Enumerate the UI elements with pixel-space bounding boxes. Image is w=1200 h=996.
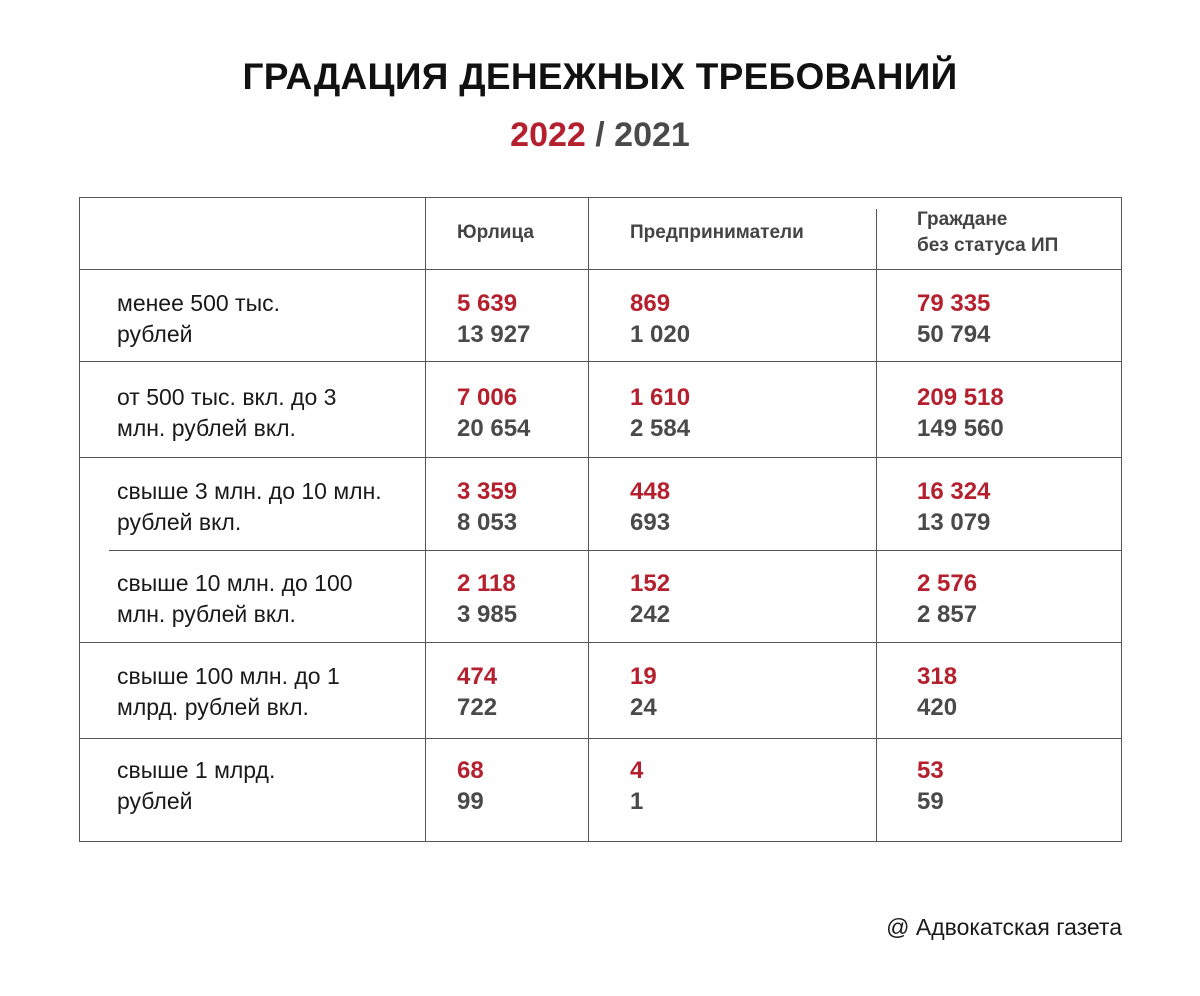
value-cell: [917, 755, 944, 817]
value-2022: 19: [630, 663, 657, 690]
value-2022: 7 006: [457, 384, 518, 411]
value-cell: [917, 568, 977, 630]
column-separator: [876, 209, 877, 842]
row-separator: [79, 457, 1122, 458]
table-border-top: [79, 197, 1122, 198]
source-credit: @ Адвокатская газета: [886, 914, 1122, 940]
row-separator: [79, 361, 1122, 362]
column-header-line: без статуса ИП: [917, 235, 1059, 256]
value-2022: 3 359: [457, 478, 518, 505]
column-separator: [588, 197, 589, 842]
column-header-line: Граждане: [917, 209, 1008, 230]
column-header: [917, 207, 1058, 259]
value-2021: 693: [630, 509, 671, 536]
column-header: [457, 220, 534, 246]
value-cell: [630, 661, 657, 723]
value-2022: 318: [917, 663, 958, 690]
value-2021: 99: [457, 788, 484, 815]
value-2022: 16 324: [917, 478, 991, 505]
value-2021: 2 584: [630, 415, 691, 442]
current-year-label: 2022: [510, 116, 586, 154]
row-label-line: свыше 10 млн. до 100: [117, 570, 353, 596]
table-border-right: [1121, 197, 1122, 842]
previous-year-label: 2021: [614, 116, 690, 154]
value-2022: 474: [457, 663, 498, 690]
header-separator: [79, 269, 1122, 270]
value-2022: 2 118: [457, 570, 516, 597]
value-cell: [630, 382, 690, 444]
value-2022: 1 610: [630, 384, 691, 411]
column-separator: [425, 197, 426, 842]
requirements-table: [79, 197, 1122, 842]
row-label-line: свыше 100 млн. до 1: [117, 663, 340, 689]
row-label: [117, 755, 275, 817]
row-label-line: млн. рублей вкл.: [117, 415, 296, 441]
value-2021: 59: [917, 788, 944, 815]
value-2022: 152: [630, 570, 671, 597]
column-header-line: Юрлица: [457, 222, 534, 243]
value-cell: [457, 476, 517, 538]
value-cell: [917, 288, 990, 350]
value-2022: 448: [630, 478, 671, 505]
value-2021: 1 020: [630, 321, 691, 348]
value-cell: [457, 382, 530, 444]
row-label-line: млн. рублей вкл.: [117, 601, 296, 627]
value-cell: [917, 476, 990, 538]
row-label-line: рублей: [117, 788, 193, 814]
value-2021: 3 985: [457, 601, 518, 628]
row-label-line: рублей: [117, 321, 193, 347]
value-cell: [457, 288, 530, 350]
page-title: ГРАДАЦИЯ ДЕНЕЖНЫХ ТРЕБОВАНИЙ: [242, 56, 958, 97]
row-label-line: свыше 1 млрд.: [117, 757, 276, 783]
value-2022: 68: [457, 757, 484, 784]
value-cell: [630, 288, 690, 350]
value-2021: 13 079: [917, 509, 991, 536]
value-2022: 2 576: [917, 570, 978, 597]
value-2021: 1: [630, 788, 644, 815]
row-separator: [109, 550, 1122, 551]
value-2022: 53: [917, 757, 944, 784]
row-label-line: от 500 тыс. вкл. до 3: [117, 384, 337, 410]
row-separator: [79, 738, 1122, 739]
value-cell: [917, 661, 957, 723]
value-cell: [457, 661, 497, 723]
table-border-bottom: [79, 841, 1122, 842]
row-label: [117, 661, 340, 723]
value-cell: [917, 382, 1004, 444]
value-2021: 50 794: [917, 321, 991, 348]
row-separator: [79, 642, 1122, 643]
row-label-line: млрд. рублей вкл.: [117, 694, 309, 720]
row-label: [117, 476, 382, 538]
value-2022: 4: [630, 757, 644, 784]
row-label-line: рублей вкл.: [117, 509, 242, 535]
value-2021: 722: [457, 694, 498, 721]
year-separator: /: [595, 116, 605, 154]
value-cell: [457, 568, 517, 630]
value-cell: [630, 568, 670, 630]
value-cell: [630, 476, 670, 538]
value-2022: 869: [630, 290, 671, 317]
value-2022: 209 518: [917, 384, 1004, 411]
year-comparison-subtitle: [0, 116, 1200, 155]
row-label-line: свыше 3 млн. до 10 млн.: [117, 478, 382, 504]
value-2021: 13 927: [457, 321, 531, 348]
value-2021: 2 857: [917, 601, 978, 628]
value-2021: 242: [630, 601, 671, 628]
value-2022: 79 335: [917, 290, 991, 317]
row-label: [117, 382, 336, 444]
row-label: [117, 288, 280, 350]
row-label-line: менее 500 тыс.: [117, 290, 280, 316]
value-2021: 20 654: [457, 415, 531, 442]
value-cell: [630, 755, 643, 817]
value-2021: 420: [917, 694, 958, 721]
value-cell: [457, 755, 484, 817]
table-border-left: [79, 197, 80, 842]
value-2022: 5 639: [457, 290, 518, 317]
row-label: [117, 568, 353, 630]
value-2021: 24: [630, 694, 657, 721]
column-header-line: Предприниматели: [630, 222, 804, 243]
value-2021: 149 560: [917, 415, 1004, 442]
value-2021: 8 053: [457, 509, 518, 536]
column-header: [630, 220, 804, 246]
